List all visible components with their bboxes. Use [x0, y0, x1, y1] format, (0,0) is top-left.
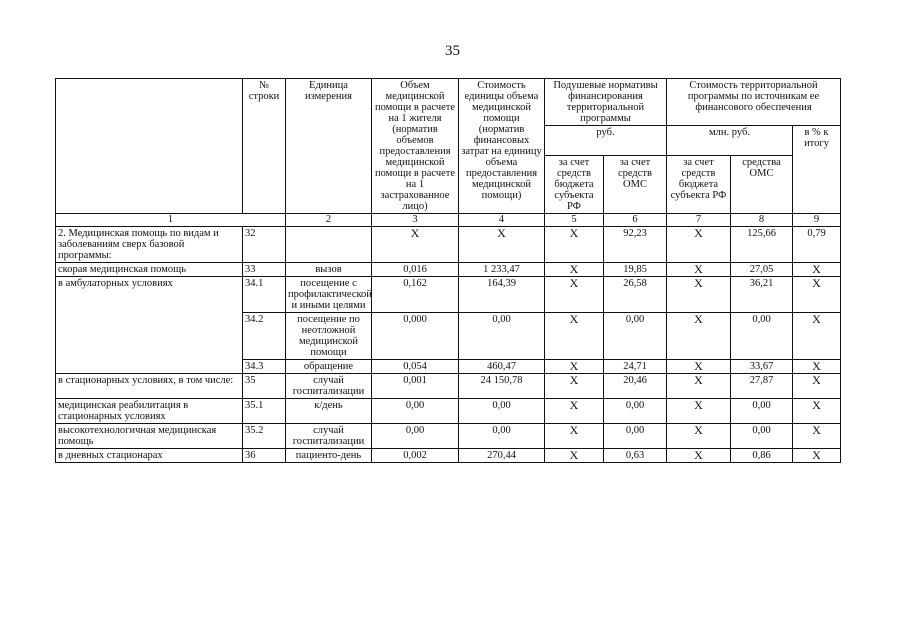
header-row-1 — [56, 79, 841, 126]
row-number: 35.2 — [243, 424, 286, 449]
column-number-3: 3 — [372, 214, 459, 227]
row-budget-rub: X — [545, 360, 604, 374]
row-budget-rub: X — [545, 424, 604, 449]
header-percent: в % к итогу — [793, 126, 841, 214]
row-unit: обращение — [286, 360, 372, 374]
row-name: скорая медицинская помощь — [56, 263, 243, 277]
row-cost: 0,00 — [459, 424, 545, 449]
table-row — [56, 263, 841, 277]
row-oms-mln: 0,00 — [731, 313, 793, 360]
row-budget-mln: X — [667, 374, 731, 399]
row-unit: вызов — [286, 263, 372, 277]
row-number: 34.3 — [243, 360, 286, 374]
row-cost: 0,00 — [459, 313, 545, 360]
row-oms-mln: 27,87 — [731, 374, 793, 399]
row-name: в дневных стационарах — [56, 449, 243, 463]
header-unit-rub: руб. — [545, 126, 667, 156]
column-number-6: 6 — [604, 214, 667, 227]
row-volume: 0,002 — [372, 449, 459, 463]
header-unit: Единица измерения — [286, 79, 372, 214]
row-cost: 24 150,78 — [459, 374, 545, 399]
column-number-5: 5 — [545, 214, 604, 227]
row-budget-mln: X — [667, 263, 731, 277]
row-budget-rub: X — [545, 374, 604, 399]
financing-table — [55, 78, 841, 463]
row-unit: к/день — [286, 399, 372, 424]
column-number-8: 8 — [731, 214, 793, 227]
header-volume: Объем медицинской помощи в расчете на 1 жителя (норматив объемов предоставления медицинской помощи в расчете на 1 застрахованное лицо) — [372, 79, 459, 214]
row-oms-rub: 0,00 — [604, 313, 667, 360]
row-oms-mln: 0,86 — [731, 449, 793, 463]
table-row — [56, 449, 841, 463]
row-budget-mln: X — [667, 360, 731, 374]
row-oms-mln: 125,66 — [731, 227, 793, 263]
row-cost: X — [459, 227, 545, 263]
row-unit: посещение по неотложной медицинской помощи — [286, 313, 372, 360]
row-unit — [286, 227, 372, 263]
table-row — [56, 374, 841, 399]
row-budget-rub: X — [545, 313, 604, 360]
row-volume: 0,016 — [372, 263, 459, 277]
row-unit: случай госпитализации — [286, 374, 372, 399]
row-oms-rub: 92,23 — [604, 227, 667, 263]
table-row — [56, 277, 841, 313]
row-oms-rub: 24,71 — [604, 360, 667, 374]
row-cost: 460,47 — [459, 360, 545, 374]
row-oms-rub: 19,85 — [604, 263, 667, 277]
row-percent: 0,79 — [793, 227, 841, 263]
column-number-2: 2 — [286, 214, 372, 227]
row-oms-mln: 0,00 — [731, 399, 793, 424]
row-oms-rub: 0,00 — [604, 399, 667, 424]
row-budget-rub: X — [545, 399, 604, 424]
row-oms-rub: 20,46 — [604, 374, 667, 399]
row-percent: X — [793, 374, 841, 399]
row-oms-mln: 36,21 — [731, 277, 793, 313]
row-number: 34.1 — [243, 277, 286, 313]
row-budget-rub: X — [545, 277, 604, 313]
table-row — [56, 399, 841, 424]
column-number-9: 9 — [793, 214, 841, 227]
row-cost: 164,39 — [459, 277, 545, 313]
row-budget-mln: X — [667, 399, 731, 424]
row-percent: X — [793, 360, 841, 374]
page-number: 35 — [445, 43, 460, 59]
row-name: в стационарных условиях, в том числе: — [56, 374, 243, 399]
row-cost: 0,00 — [459, 399, 545, 424]
row-unit: пациенто-день — [286, 449, 372, 463]
header-row-no: № строки — [243, 79, 286, 214]
row-number: 32 — [243, 227, 286, 263]
row-cost: 1 233,47 — [459, 263, 545, 277]
header-budget-mln: за счет средств бюджета субъекта РФ — [667, 156, 731, 214]
table-row — [56, 424, 841, 449]
row-volume: 0,054 — [372, 360, 459, 374]
row-cost: 270,44 — [459, 449, 545, 463]
header-unit-mln-rub: млн. руб. — [667, 126, 793, 156]
row-number: 34.2 — [243, 313, 286, 360]
row-budget-rub: X — [545, 263, 604, 277]
column-number-7: 7 — [667, 214, 731, 227]
row-percent: X — [793, 424, 841, 449]
row-volume: X — [372, 227, 459, 263]
row-budget-mln: X — [667, 227, 731, 263]
row-volume: 0,001 — [372, 374, 459, 399]
row-oms-mln: 33,67 — [731, 360, 793, 374]
row-volume: 0,00 — [372, 399, 459, 424]
header-cost: Стоимость единицы объема медицинской помощи (норматив финансовых затрат на единицу объема предоставления медицинской помощи) — [459, 79, 545, 214]
row-number: 35 — [243, 374, 286, 399]
row-oms-mln: 0,00 — [731, 424, 793, 449]
row-oms-mln: 27,05 — [731, 263, 793, 277]
row-budget-mln: X — [667, 313, 731, 360]
row-budget-mln: X — [667, 277, 731, 313]
row-budget-mln: X — [667, 449, 731, 463]
row-oms-rub: 26,58 — [604, 277, 667, 313]
row-number: 33 — [243, 263, 286, 277]
header-oms-rub: за счет средств ОМС — [604, 156, 667, 214]
table-row — [56, 227, 841, 263]
column-number-row — [56, 214, 841, 227]
row-oms-rub: 0,00 — [604, 424, 667, 449]
row-percent: X — [793, 263, 841, 277]
row-budget-rub: X — [545, 449, 604, 463]
row-volume: 0,00 — [372, 424, 459, 449]
row-name: в амбулаторных условиях — [56, 277, 243, 374]
row-percent: X — [793, 449, 841, 463]
row-volume: 0,162 — [372, 277, 459, 313]
column-number-1: 1 — [56, 214, 286, 227]
header-group-cost-total: Стоимость территориальной программы по источникам ее финансового обеспечения — [667, 79, 841, 126]
row-percent: X — [793, 277, 841, 313]
header-oms-mln: средства ОМС — [731, 156, 793, 214]
row-volume: 0,000 — [372, 313, 459, 360]
row-name: медицинская реабилитация в стационарных условиях — [56, 399, 243, 424]
row-percent: X — [793, 313, 841, 360]
row-percent: X — [793, 399, 841, 424]
row-unit: посещение с профилактической и иными целями — [286, 277, 372, 313]
row-number: 36 — [243, 449, 286, 463]
row-name: 2. Медицинская помощь по видам и заболеваниям сверх базовой программы: — [56, 227, 243, 263]
header-name — [56, 79, 243, 214]
row-unit: случай госпитализации — [286, 424, 372, 449]
row-oms-rub: 0,63 — [604, 449, 667, 463]
row-budget-rub: X — [545, 227, 604, 263]
row-number: 35.1 — [243, 399, 286, 424]
header-budget-rub: за счет средств бюджета субъекта РФ — [545, 156, 604, 214]
column-number-4: 4 — [459, 214, 545, 227]
header-group-per-capita: Подушевые нормативы финансирования территориальной программы — [545, 79, 667, 126]
row-name: высокотехнологичная медицинская помощь — [56, 424, 243, 449]
row-budget-mln: X — [667, 424, 731, 449]
